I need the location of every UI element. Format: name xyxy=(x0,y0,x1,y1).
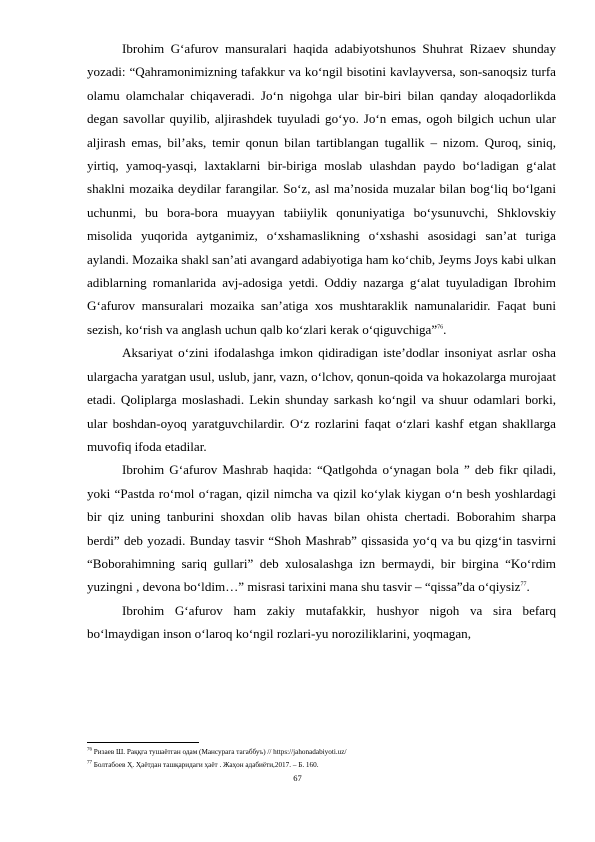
footnote-76 xyxy=(87,746,556,759)
footnote-number: 76 xyxy=(87,747,92,753)
footnotes xyxy=(87,746,556,772)
paragraph-1-text: Ibrohim G‘afurov mansuralari haqida adabiyotshunos Shuhrat Rizaev shunday yozadi: “Qahramonimizning tafakkur va ko‘ngil bisotini kavlayversa, son-sanoqsiz turfa olamu olamchalar chiqaveradi. Jo‘n nigohga ular bir-biri bilan qanday aloqadorlikda degan savollar quyilib, aljirashdek tuyuladi go‘yo. Jo‘n emas, ogoh bilgich uchun ular aljirash emas, bil’aks, temir qonun bilan tartiblangan tugallik – nizom. Quroq, siniq, yirtiq, yamoq-yasqi, laxtaklarni bir-biriga moslab ulashdan paydo bo‘ladigan g‘alat shaklni mozaika deydilar farangilar. So‘z, asl ma’nosida muzalar bilan bog‘liq bo‘lgani uchunmi, bu bora-bora muayyan tabiiylik qonuniyatiga bo‘ysunuvchi, Shklovskiy misolida yuqorida aytganimiz, o‘xshamaslikning o‘xshashi asosidagi san’at turiga aylandi. Mozaika shakl san’ati avangard adabiyotiga ham ko‘chib, Jeyms Joys kabi ulkan adiblarning romanlarida avj-adosiga yetdi. Oddiy nazarga g‘alat tuyuladigan Ibrohim G‘afurov mansuralari mozaika san’atiga xos mushtaraklik namunalaridir. Faqat buni sezish, ko‘rish va anglash uchun qalb ko‘zlari kerak o‘qiguvchiga” xyxy=(87,41,556,337)
footnote-77 xyxy=(87,759,556,772)
footnote-divider xyxy=(87,742,199,743)
paragraph-3-text: Ibrohim G‘afurov Mashrab haqida: “Qatlgohda o‘ynagan bola ” deb fikr qiladi, yoki “Pastda ro‘mol o‘ragan, qizil nimcha va qizil ko‘ylak kiygan o‘n besh yoshlardagi bir qiz uning tanburini shoxdan olib havas bilan ohista chertadi. Boborahim sharpa berdi” deb yozadi. Bunday tasvir “Shoh Mashrab” qissasida yo‘q va bu qizg‘in tasvirni “Boborahimning sariq gullari” deb xulosalashga izn bermaydi, bir birgina “Ko‘rdim yuzingni , devona bo‘ldim…” misrasi tarixini mana shu tasvir – “qissa”da o‘qiysiz xyxy=(87,462,556,595)
page-number: 67 xyxy=(293,773,302,783)
footnote-text: Ризаев Ш. Раққга тушаётган одам (Мансурага тагаббуъ) // https://jahonadabiyoti.uz/ xyxy=(93,748,347,756)
footnote-ref-76: 76 xyxy=(437,324,444,331)
footnote-text: Болтабоев Ҳ. Ҳаётдан ташқаридаги ҳаёт . Жаҳон адабиёти,2017. – Б. 160. xyxy=(93,761,319,769)
body-text xyxy=(87,37,556,646)
paragraph-3: Ibrohim G‘afurov Mashrab haqida: “Qatlgohda o‘ynagan bola ” deb fikr qiladi, yoki “Pastda ro‘mol o‘ragan, qizil nimcha va qizil ko‘ylak kiygan o‘n besh yoshlardagi bir qiz uning tanburini shoxdan olib havas bilan ohista chertadi. Boborahim sharpa berdi” deb yozadi. Bunday tasvir “Shoh Mashrab” qissasida yo‘q va bu qizg‘in tasvirni “Boborahimning sariq gullari” deb xulosalashga izn bermaydi, bir birgina “Ko‘rdim yuzingni , devona bo‘ldim…” misrasi tarixini mana shu tasvir – “qissa”da o‘qiysiz$^{77}$. xyxy=(87,462,556,595)
footnote-ref-77: 77 xyxy=(520,581,527,588)
paragraph-4 xyxy=(87,599,556,646)
paragraph-2 xyxy=(87,341,556,458)
paragraph-1: Ibrohim G‘afurov mansuralari haqida adabiyotshunos Shuhrat Rizaev shunday yozadi: “Qahramonimizning tafakkur va ko‘ngil bisotini kavlayversa, son-sanoqsiz turfa olamu olamchalar chiqaveradi. Jo‘n nigohga ular bir-biri bilan qanday aloqadorlikda degan savollar quyilib, aljirashdek tuyuladi go‘yo. Jo‘n emas, ogoh bilgich uchun ular aljirash emas, bil’aks, temir qonun bilan tartiblangan tugallik – nizom. Quroq, siniq, yirtiq, yamoq-yasqi, laxtaklarni bir-biriga moslab ulashdan paydo bo‘ladigan g‘alat shaklni mozaika deydilar farangilar. So‘z, asl ma’nosida muzalar bilan bog‘liq bo‘lgani uchunmi, bu bora-bora muayyan tabiiylik qonuniyatiga bo‘ysunuvchi, Shklovskiy misolida yuqorida aytganimiz, o‘xshamaslikning o‘xshashi asosidagi san’at turiga aylandi. Mozaika shakl san’ati avangard adabiyotiga ham ko‘chib, Jeyms Joys kabi ulkan adiblarning romanlarida avj-adosiga yetdi. Oddiy nazarga g‘alat tuyuladigan Ibrohim G‘afurov mansuralari mozaika san’atiga xos mushtaraklik namunalaridir. Faqat buni sezish, ko‘rish va anglash uchun qalb ko‘zlari kerak o‘qiguvchiga”$^{76}$. xyxy=(87,41,556,337)
paragraph-2-text: Aksariyat o‘zini ifodalashga imkon qidiradigan iste’dodlar insoniyat asrlar osha ulargacha yaratgan usul, uslub, janr, vazn, o‘lchov, qonun-qoida va hokazolarga murojaat etadi. Qoliplarga moslashadi. Lekin shunday sarkash ko‘ngil va shuur odamlari borki, ular boshdan-oyoq yaratguvchilardir. O‘z rozlarini faqat o‘zlari kashf etgan shakllarga muvofiq ifoda etadilar. xyxy=(87,345,556,454)
paragraph-4-text: Ibrohim G‘afurov ham zakiy mutafakkir, hushyor nigoh va sira befarq bo‘lmaydigan inson o‘laroq ko‘ngil rozlari-yu noroziliklarini, yoqmagan, xyxy=(87,602,556,642)
footnote-number: 77 xyxy=(87,760,92,766)
